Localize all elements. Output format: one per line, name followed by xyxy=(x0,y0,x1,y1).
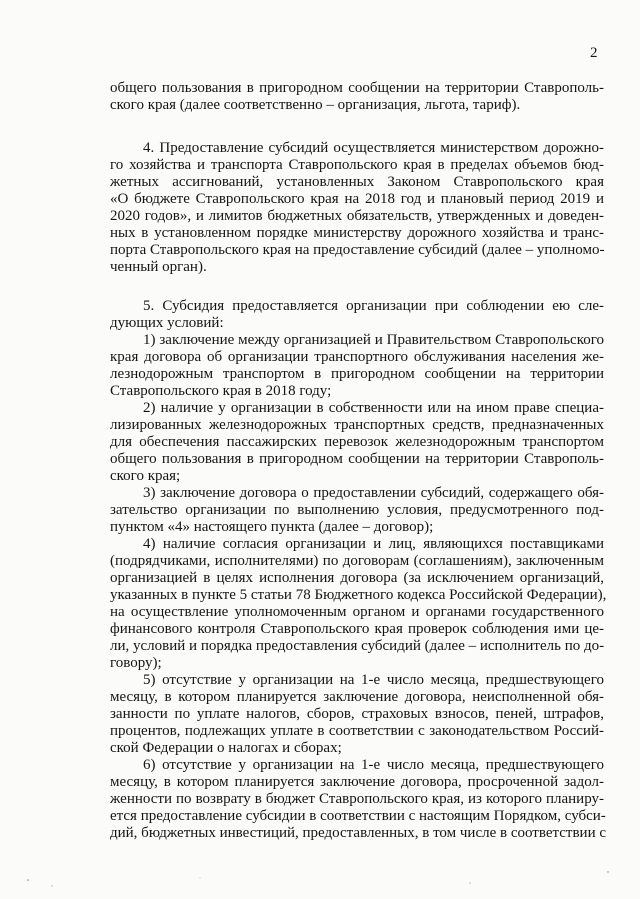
text-line: 2020 годов», и лимитов бюджетных обязательств, утвержденных и доведен- xyxy=(110,208,604,224)
text-line: пунктом «4» настоящего пункта (далее – договор); xyxy=(110,519,434,535)
text-line: финансового контроля Ставропольского края проверок соблюдения ими це- xyxy=(110,621,604,637)
condition-3-line: 3) заключение договора о предоставлении субсидий, содержащего обя- xyxy=(143,485,604,501)
condition-2-line: 2) наличие у организации в собственности или на ином праве специа- xyxy=(143,400,604,416)
text-line: указанных в пункте 5 статьи 78 Бюджетного кодекса Российской Федерации), xyxy=(110,587,607,603)
text-line: (подрядчиками, исполнителями) по договорам (соглашениям), заключенным xyxy=(110,553,604,569)
text-line: ченный орган). xyxy=(110,259,207,275)
text-line: общего пользования в пригородном сообщении на территории Ставрополь- xyxy=(110,451,604,467)
text-line: общего пользования в пригородном сообщении на территории Ставрополь- xyxy=(110,80,604,96)
text-line: лизированных железнодорожных транспортных средств, предназначенных xyxy=(110,417,604,433)
condition-5-line: 5) отсутствие у организации на 1-е число месяца, предшествующего xyxy=(143,672,604,688)
condition-6-line: 6) отсутствие у организации на 1-е число месяца, предшествующего xyxy=(143,757,604,773)
text-line: края договора об организации транспортного обслуживания населения же- xyxy=(110,349,604,365)
text-line: дующих условий: xyxy=(110,315,224,331)
text-line: ных в установленном порядке министерству дорожного хозяйства и транс- xyxy=(110,225,604,241)
text-line: говору); xyxy=(110,655,162,671)
text-line: организацией в целях исполнения договора (за исключением организаций, xyxy=(110,570,604,586)
paragraph-5-heading-line: 5. Субсидия предоставляется организации при соблюдении ею сле- xyxy=(143,298,604,314)
text-line: женности по возврату в бюджет Ставропольского края, из которого планиру- xyxy=(110,791,604,807)
text-line: «О бюджете Ставропольского края на 2018 год и плановый период 2019 и xyxy=(110,191,604,207)
text-line: занности по уплате налогов, сборов, страховых взносов, пеней, штрафов, xyxy=(110,706,604,722)
text-line: ского края (далее соответственно – организация, льгота, тариф). xyxy=(110,97,521,113)
paragraph-4-heading-line: 4. Предоставление субсидий осуществляется министерством дорожно- xyxy=(143,140,604,156)
text-line: месяцу, в котором планируется заключение договора, просроченной задол- xyxy=(110,774,604,790)
text-line: месяцу, в котором планируется заключение договора, неисполненной обя- xyxy=(110,689,604,705)
text-line: порта Ставропольского края на предоставление субсидий (далее – уполномо- xyxy=(110,242,605,258)
text-line: го хозяйства и транспорта Ставропольского края в пределах объемов бюд- xyxy=(110,157,604,173)
text-line: лезнодорожным транспортом в пригородном сообщении на территории xyxy=(110,366,604,382)
text-line: ли, условий и порядка предоставления субсидий (далее – исполнитель по до- xyxy=(110,638,605,654)
text-line: зательство организации по выполнению условия, предусмотренного под- xyxy=(110,502,604,518)
text-line: ется предоставление субсидии в соответствии с настоящим Порядком, субси- xyxy=(110,808,606,824)
text-line: жетных ассигнований, установленных Законом Ставропольского края xyxy=(110,174,604,190)
page-number: 2 xyxy=(590,45,598,61)
condition-4-line: 4) наличие согласия организации и лиц, являющихся поставщиками xyxy=(143,536,604,552)
text-line: ской Федерации о налогах и сборах; xyxy=(110,740,342,756)
text-line: процентов, подлежащих уплате в соответствии с законодательством Россий- xyxy=(110,723,604,739)
text-line: на осуществление уполномоченным органом и органами государственного xyxy=(110,604,604,620)
text-line: дий, бюджетных инвестиций, предоставленных, в том числе в соответствии с xyxy=(110,825,607,841)
text-line: Ставропольского края в 2018 году; xyxy=(110,383,332,399)
text-line: для обеспечения пассажирских перевозок железнодорожным транспортом xyxy=(110,434,604,450)
text-line: ского края; xyxy=(110,468,181,484)
condition-1-line: 1) заключение между организацией и Правительством Ставропольского xyxy=(143,332,604,348)
